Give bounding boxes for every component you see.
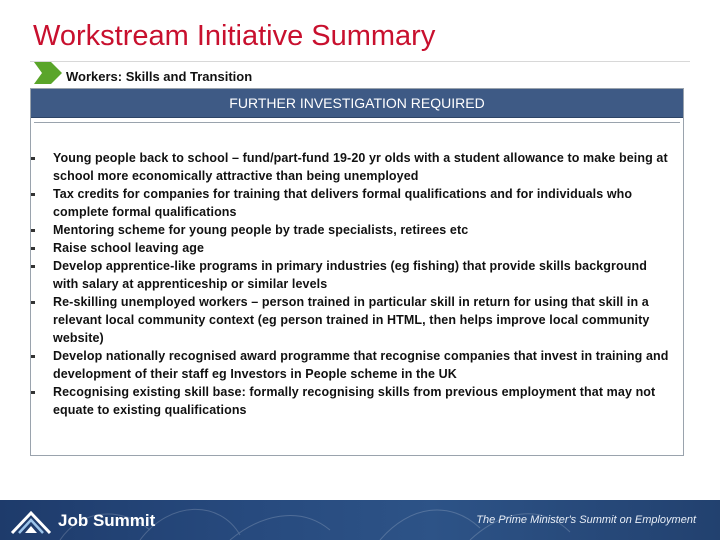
list-item bbox=[31, 257, 671, 293]
bullet-icon bbox=[31, 265, 35, 268]
list-item bbox=[31, 293, 671, 347]
bullet-text: Recognising existing skill base: formally recognising skills from previous employment that may not equate to existing qualifications bbox=[53, 385, 656, 417]
chevron-right-icon bbox=[34, 62, 62, 84]
bullet-icon bbox=[31, 157, 35, 160]
bullet-text: Develop nationally recognised award programme that recognise companies that invest in training and development of their staff eg Investors in People scheme in the UK bbox=[53, 349, 669, 381]
list-item bbox=[31, 383, 671, 419]
footer-tagline: The Prime Minister's Summit on Employment bbox=[476, 514, 696, 526]
bullet-icon bbox=[31, 193, 35, 196]
bullet-text: Mentoring scheme for young people by trade specialists, retirees etc bbox=[53, 223, 469, 237]
bullet-icon bbox=[31, 247, 35, 250]
bullet-icon bbox=[31, 229, 35, 232]
bullet-list bbox=[31, 149, 671, 419]
content-panel bbox=[30, 88, 684, 456]
footer-bar bbox=[0, 500, 720, 540]
bullet-text: Tax credits for companies for training that delivers formal qualifications and for individuals who complete formal qualifications bbox=[53, 187, 633, 219]
bullet-text: Raise school leaving age bbox=[53, 241, 205, 255]
bullet-icon bbox=[31, 391, 35, 394]
panel-header: FURTHER INVESTIGATION REQUIRED bbox=[31, 89, 683, 118]
panel-divider bbox=[34, 118, 680, 123]
bullet-text: Develop apprentice-like programs in primary industries (eg fishing) that provide skills background with salary at apprenticeship or similar levels bbox=[53, 259, 647, 291]
list-item bbox=[31, 221, 671, 239]
bullet-text: Young people back to school – fund/part-fund 19-20 yr olds with a student allowance to make being at school more economically attractive than being unemployed bbox=[53, 151, 668, 183]
list-item bbox=[31, 149, 671, 185]
footer-brand: Job Summit bbox=[58, 511, 156, 530]
slide-title: Workstream Initiative Summary bbox=[33, 20, 436, 52]
bullet-icon bbox=[31, 355, 35, 358]
summit-mountain-icon bbox=[10, 507, 52, 535]
list-item bbox=[31, 185, 671, 221]
slide-subtitle: Workers: Skills and Transition bbox=[66, 69, 253, 84]
list-item bbox=[31, 347, 671, 383]
bullet-text: Re-skilling unemployed workers – person trained in particular skill in return for using that skill in a relevant local community context (eg person trained in HTML, then helps improve local community website) bbox=[53, 295, 650, 345]
title-divider bbox=[30, 61, 690, 62]
bullet-icon bbox=[31, 301, 35, 304]
list-item bbox=[31, 239, 671, 257]
